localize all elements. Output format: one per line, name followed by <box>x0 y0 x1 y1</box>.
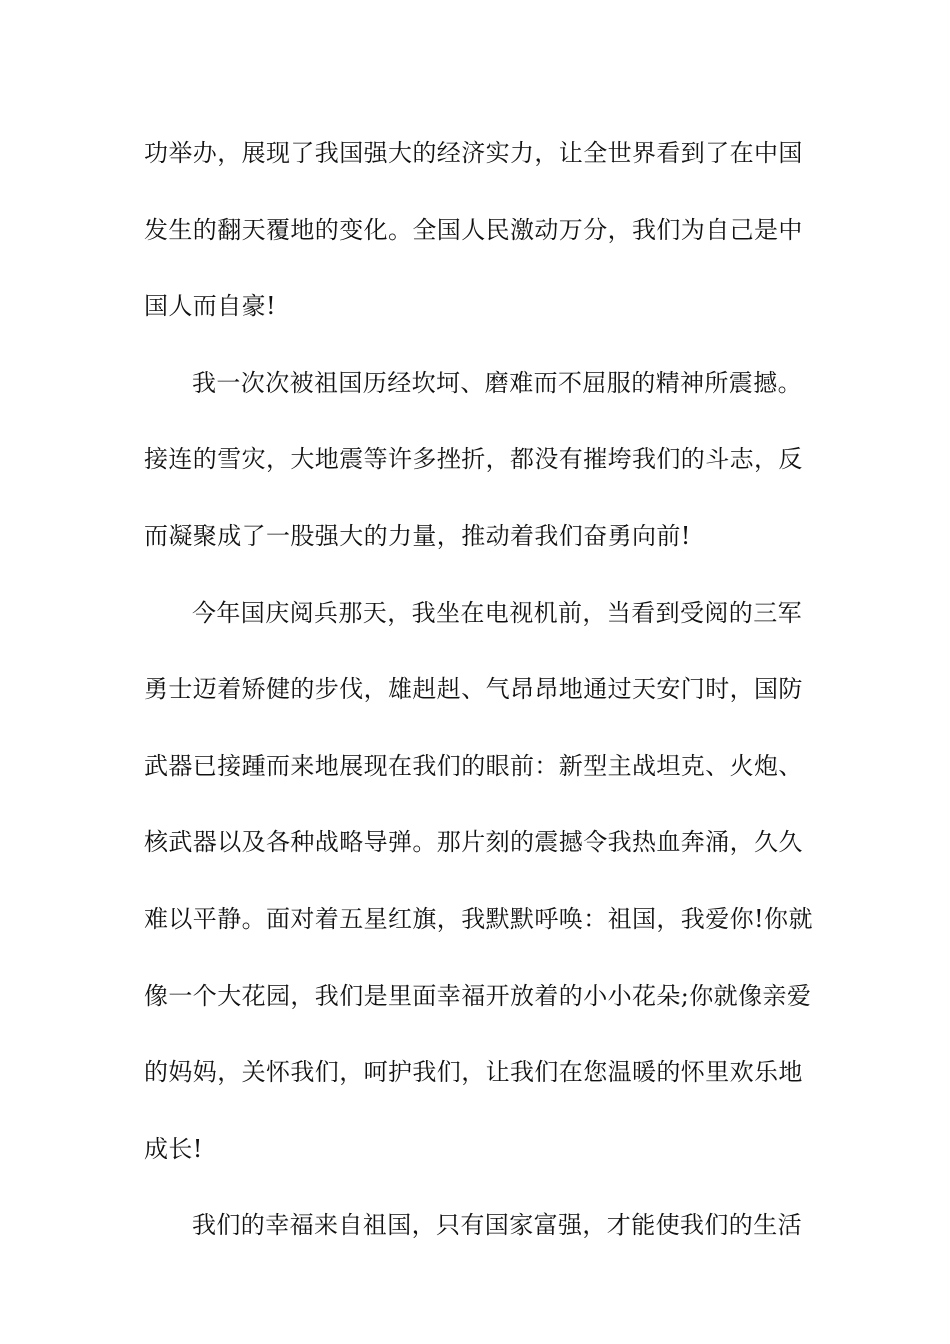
paragraph-start-line: 我一次次被祖国历经坎坷、磨难而不屈服的精神所震撼。 <box>192 368 802 397</box>
text-line: 核武器以及各种战略导弹。那片刻的震撼令我热血奔涌，久久 <box>144 828 803 857</box>
text-line: 像一个大花园，我们是里面幸福开放着的小小花朵;你就像亲爱 <box>144 981 812 1010</box>
text-line: 国人而自豪! <box>144 292 277 321</box>
text-line: 功举办，展现了我国强大的经济实力，让全世界看到了在中国 <box>144 139 803 167</box>
text-line: 发生的翻天覆地的变化。全国人民激动万分，我们为自己是中 <box>144 215 803 244</box>
text-line: 难以平静。面对着五星红旗，我默默呼唤：祖国，我爱你!你就 <box>144 904 813 933</box>
paragraph-start-line: 今年国庆阅兵那天，我坐在电视机前，当看到受阅的三军 <box>192 598 802 627</box>
text-line: 而凝聚成了一股强大的力量，推动着我们奋勇向前! <box>144 521 691 550</box>
text-line: 勇士迈着矫健的步伐，雄赳赳、气昂昂地通过天安门时，国防 <box>144 675 803 704</box>
paragraph-start-line: 我们的幸福来自祖国，只有国家富强，才能使我们的生活 <box>192 1211 802 1240</box>
text-line: 接连的雪灾，大地震等许多挫折，都没有摧垮我们的斗志，反 <box>144 445 803 474</box>
text-line: 成长! <box>144 1134 203 1163</box>
body-text <box>144 134 813 1283</box>
text-line: 武器已接踵而来地展现在我们的眼前：新型主战坦克、火炮、 <box>144 751 803 780</box>
text-line: 的妈妈，关怀我们，呵护我们，让我们在您温暖的怀里欢乐地 <box>144 1058 803 1087</box>
